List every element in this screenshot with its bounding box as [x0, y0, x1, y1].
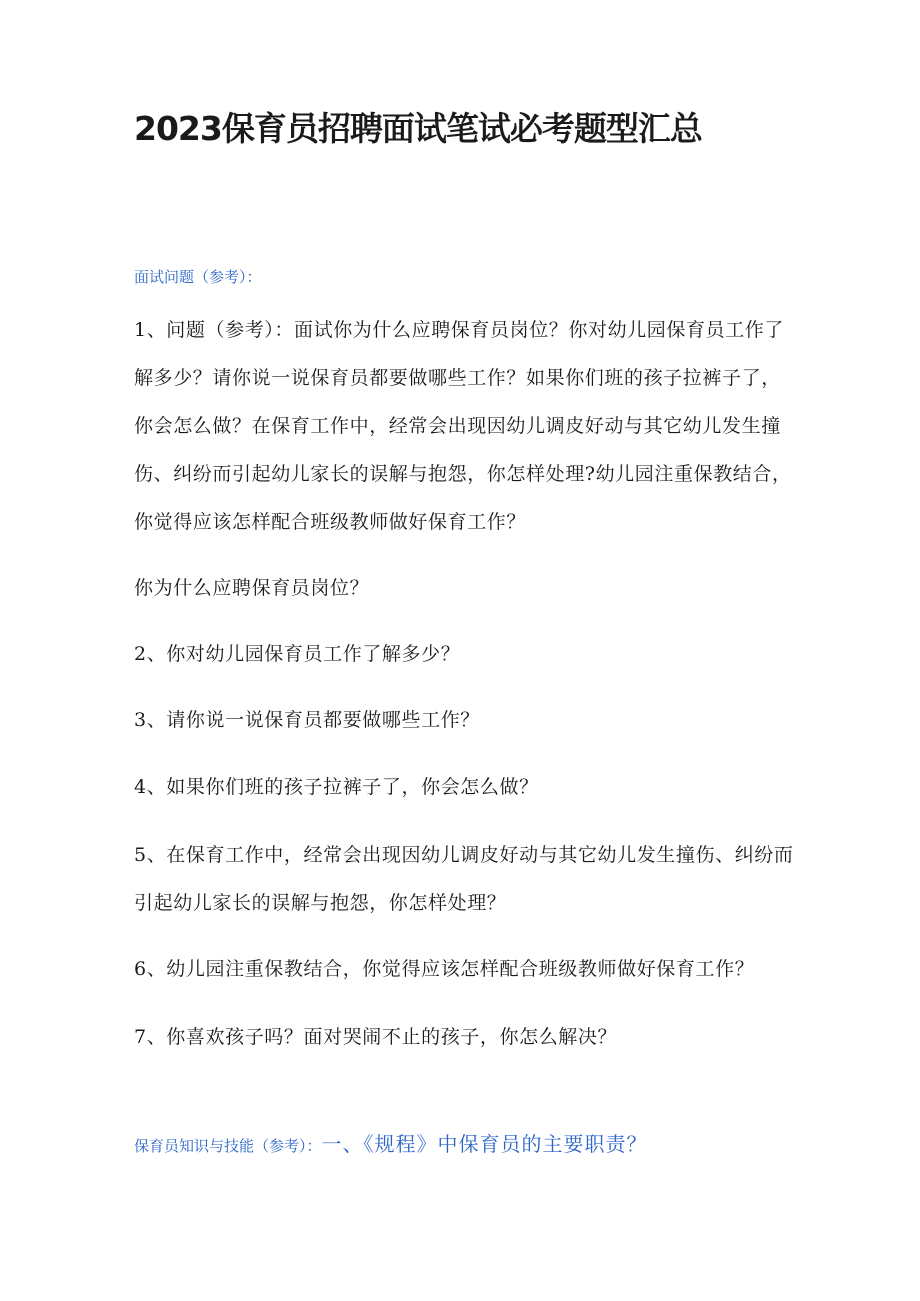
paragraph-question-6: 6、幼儿园注重保教结合，你觉得应该怎样配合班级教师做好保育工作？	[134, 958, 755, 980]
paragraph-question-4: 4、如果你们班的孩子拉裤子了，你会怎么做？	[134, 776, 539, 798]
knowledge-section-label: 保育员知识与技能（参考）：	[134, 1137, 322, 1155]
paragraph-question-5: 5、在保育工作中，经常会出现因幼儿调皮好动与其它幼儿发生撞伤、纠纷而引起幼儿家长的误解与抱怨，你怎样处理？	[134, 844, 794, 914]
paragraph-question-why: 你为什么应聘保育员岗位？	[134, 577, 370, 599]
paragraph-question-3: 3、请你说一说保育员都要做哪些工作？	[134, 709, 480, 731]
document-title: 2023保育员招聘面试笔试必考题型汇总	[134, 109, 702, 148]
interview-section-heading: 面试问题（参考）：	[134, 268, 262, 286]
knowledge-section-first-question: 一、《规程》中保育员的主要职责？	[321, 1132, 648, 1156]
knowledge-section-heading	[134, 1133, 648, 1157]
paragraph-question-1: 1、问题（参考）：面试你为什么应聘保育员岗位？你对幼儿园保育员工作了解多少？请你说一说保育员都要做哪些工作？如果你们班的孩子拉裤子了，你会怎么做？在保育工作中，经常会出现因幼儿调皮好动与其它幼儿发生撞伤、纠纷而引起幼儿家长的误解与抱怨，你怎样处理?幼儿园注重保教结合，你觉得应该怎样配合班级教师做好保育工作？	[134, 319, 792, 533]
paragraph-question-2: 2、你对幼儿园保育员工作了解多少？	[134, 643, 461, 665]
paragraph-question-7: 7、你喜欢孩子吗？面对哭闹不止的孩子，你怎么解决？	[134, 1026, 618, 1048]
